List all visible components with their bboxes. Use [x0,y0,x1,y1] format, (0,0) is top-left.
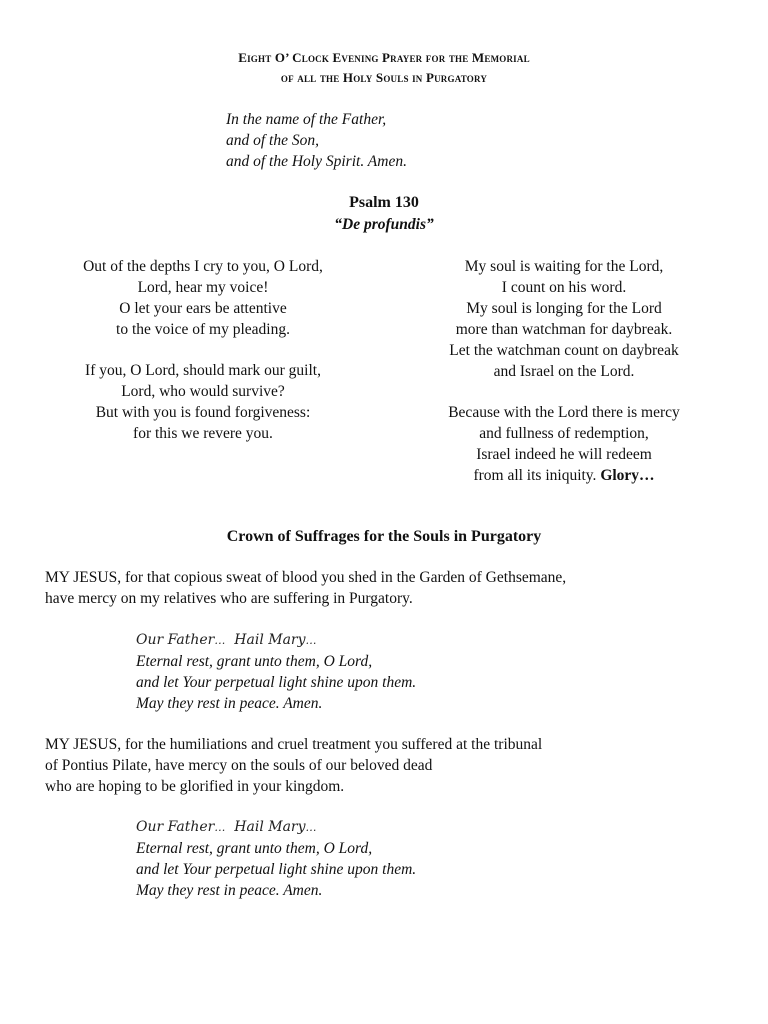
verse-line: My soul is longing for the Lord [466,300,662,317]
verse-line: Because with the Lord there is mercy [448,404,680,421]
verse-line: more than watchman for daybreak. [455,321,673,338]
eternal-rest-line: and let Your perpetual light shine upon them. [136,674,417,691]
petition-paragraph [45,734,735,797]
psalm-heading [0,192,768,236]
title-line-1: Eight O’ Clock Evening Prayer for the Memorial [238,50,530,65]
psalm-stanza [33,256,373,340]
eternal-rest-line: Eternal rest, grant unto them, O Lord, [136,840,373,857]
verse-line: If you, O Lord, should mark our guilt, [85,362,321,379]
final-verse-text: from all its iniquity. [473,467,597,484]
petition-paragraph [45,567,735,609]
verse-line: My soul is waiting for the Lord, [464,258,664,275]
crown-of-suffrages-heading: Crown of Suffrages for the Souls in Purgatory [226,528,542,545]
psalm-stanza [33,360,373,444]
verse-line: Out of the depths I cry to you, O Lord, [83,258,323,275]
petition-line: MY JESUS, for that copious sweat of blood you shed in the Garden of Gethsemane, [45,569,567,586]
verse-line: and fullness of redemption, [479,425,649,442]
verse-line-final [394,465,734,486]
verse-line: Let the watchman count on daybreak [449,342,679,359]
document-title [0,48,768,88]
psalm-title: Psalm 130 [349,194,419,211]
invocation-line: and of the Son, [226,132,319,149]
verse-line: to the voice of my pleading. [116,321,290,338]
response-block [136,630,416,714]
verse-line: I count on his word. [501,279,627,296]
our-father-hail-mary-cue: Our Father… Hail Mary… [136,819,317,835]
eternal-rest-line: May they rest in peace. Amen. [136,882,323,899]
invocation-line: In the name of the Father, [226,111,387,128]
psalm-stanza [394,402,734,486]
sign-of-cross-invocation [226,109,407,172]
verse-line: and Israel on the Lord. [493,363,635,380]
petition-line: MY JESUS, for the humiliations and cruel treatment you suffered at the tribunal [45,736,543,753]
title-line-2: of all the Holy Souls in Purgatory [280,70,488,85]
eternal-rest-line: and let Your perpetual light shine upon them. [136,861,417,878]
invocation-line: and of the Holy Spirit. Amen. [226,153,407,170]
verse-line: for this we revere you. [133,425,273,442]
petition-line: who are hoping to be glorified in your kingdom. [45,778,345,795]
verse-line: Lord, hear my voice! [137,279,269,296]
petition-line: have mercy on my relatives who are suffering in Purgatory. [45,590,413,607]
verse-line: But with you is found forgiveness: [95,404,311,421]
psalm-subtitle: “De profundis” [334,216,434,233]
psalm-left-column [33,256,373,464]
our-father-hail-mary-cue: Our Father… Hail Mary… [136,632,317,648]
psalm-right-column [394,256,734,506]
petition-line: of Pontius Pilate, have mercy on the souls of our beloved dead [45,757,433,774]
eternal-rest-line: May they rest in peace. Amen. [136,695,323,712]
psalm-stanza [394,256,734,382]
verse-line: O let your ears be attentive [119,300,287,317]
glory-be-cue: Glory… [600,467,655,484]
eternal-rest-line: Eternal rest, grant unto them, O Lord, [136,653,373,670]
verse-line: Israel indeed he will redeem [476,446,652,463]
response-block [136,817,416,901]
verse-line: Lord, who would survive? [121,383,285,400]
